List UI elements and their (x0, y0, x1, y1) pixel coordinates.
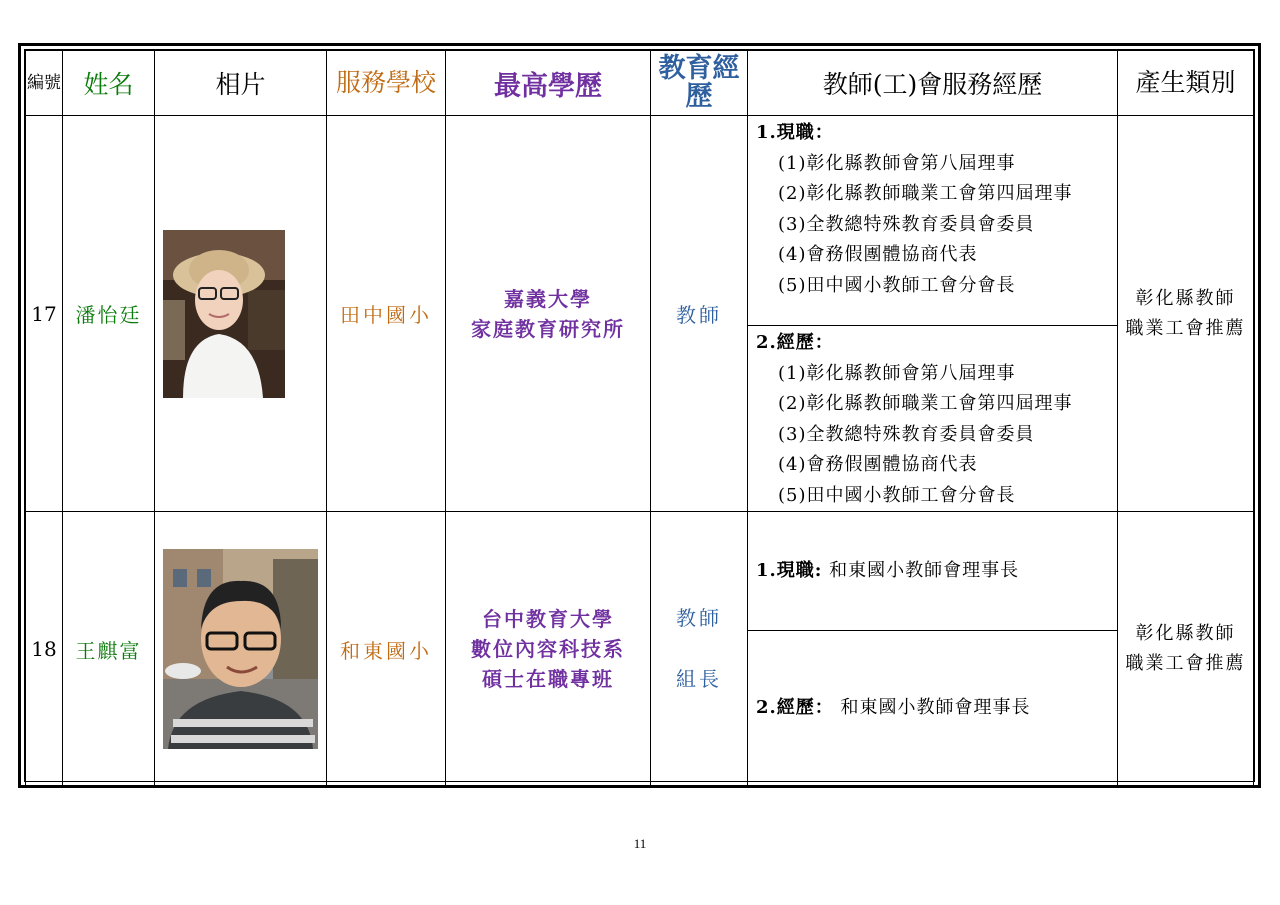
table-row (26, 116, 1254, 326)
list-item: (3)全教總特殊教育委員會委員 (778, 423, 1035, 445)
list-item: (4)會務假團體協商代表 (778, 244, 978, 265)
candidate-table (25, 50, 1254, 787)
roster-table-frame (18, 43, 1261, 788)
current-text: 和東國小教師會理事長 (829, 559, 1020, 581)
row-number: 18 (26, 512, 63, 787)
page-number: 11 (633, 836, 647, 851)
category-line: 彰化縣教師 (1135, 623, 1236, 644)
list-item: (5)田中國小教師工會分會長 (778, 484, 1016, 506)
header-edu-exp: 教育經歷 (651, 51, 748, 116)
experience-line: 教師 (676, 303, 722, 327)
highest-education (446, 116, 651, 512)
list-item: (5)田中國小教師工會分會長 (778, 274, 1016, 296)
current-heading: 1.現職： (756, 122, 834, 143)
education-line: 台中教育大學 (482, 607, 614, 631)
list-item: (4)會務假團體協商代表 (778, 454, 978, 475)
nomination-category (1118, 512, 1254, 787)
category-line: 職業工會推薦 (1125, 653, 1246, 674)
list-item: (1)彰化縣教師會第八屆理事 (778, 152, 1016, 174)
education-line: 數位內容科技系 (471, 637, 625, 661)
education-line: 嘉義大學 (504, 286, 592, 311)
nomination-category (1118, 116, 1254, 512)
photo-cell (155, 116, 327, 512)
header-row (26, 51, 1254, 116)
header-education: 最高學歷 (446, 51, 651, 116)
header-union-exp: 教師(工)會服務經歷 (748, 51, 1118, 116)
table-row (26, 512, 1254, 631)
current-positions (748, 116, 1118, 326)
service-school: 和東國小 (327, 512, 446, 787)
category-line: 職業工會推薦 (1125, 317, 1246, 339)
past-positions (748, 631, 1118, 787)
education-experience (651, 512, 748, 787)
past-positions (748, 326, 1118, 512)
past-text: 和東國小教師會理事長 (840, 697, 1031, 719)
header-photo: 相片 (155, 51, 327, 116)
list-item: (2)彰化縣教師職業工會第四屆理事 (778, 393, 1073, 414)
header-name: 姓名 (63, 51, 155, 116)
row-number: 17 (26, 116, 63, 512)
education-experience (651, 116, 748, 512)
experience-line: 教師 (676, 606, 722, 630)
past-heading: 2.經歷： (756, 697, 834, 719)
header-category: 產生類別 (1118, 51, 1254, 116)
list-item: (3)全教總特殊教育委員會委員 (778, 213, 1035, 235)
experience-line: 組長 (676, 667, 722, 691)
category-line: 彰化縣教師 (1135, 287, 1236, 309)
highest-education (446, 512, 651, 787)
list-item: (1)彰化縣教師會第八屆理事 (778, 362, 1016, 384)
education-line: 碩士在職專班 (482, 667, 614, 691)
photo-cell (155, 512, 327, 787)
header-no: 編號 (26, 51, 63, 116)
current-heading: 1.現職: (756, 559, 823, 581)
candidate-name: 潘怡廷 (63, 116, 155, 512)
candidate-photo (163, 230, 285, 398)
education-line: 家庭教育研究所 (471, 316, 625, 341)
current-positions (748, 512, 1118, 631)
candidate-name: 王麒富 (63, 512, 155, 787)
candidate-photo (163, 549, 318, 749)
header-school: 服務學校 (327, 51, 446, 116)
service-school: 田中國小 (327, 116, 446, 512)
past-heading: 2.經歷： (756, 332, 834, 353)
list-item: (2)彰化縣教師職業工會第四屆理事 (778, 183, 1073, 204)
